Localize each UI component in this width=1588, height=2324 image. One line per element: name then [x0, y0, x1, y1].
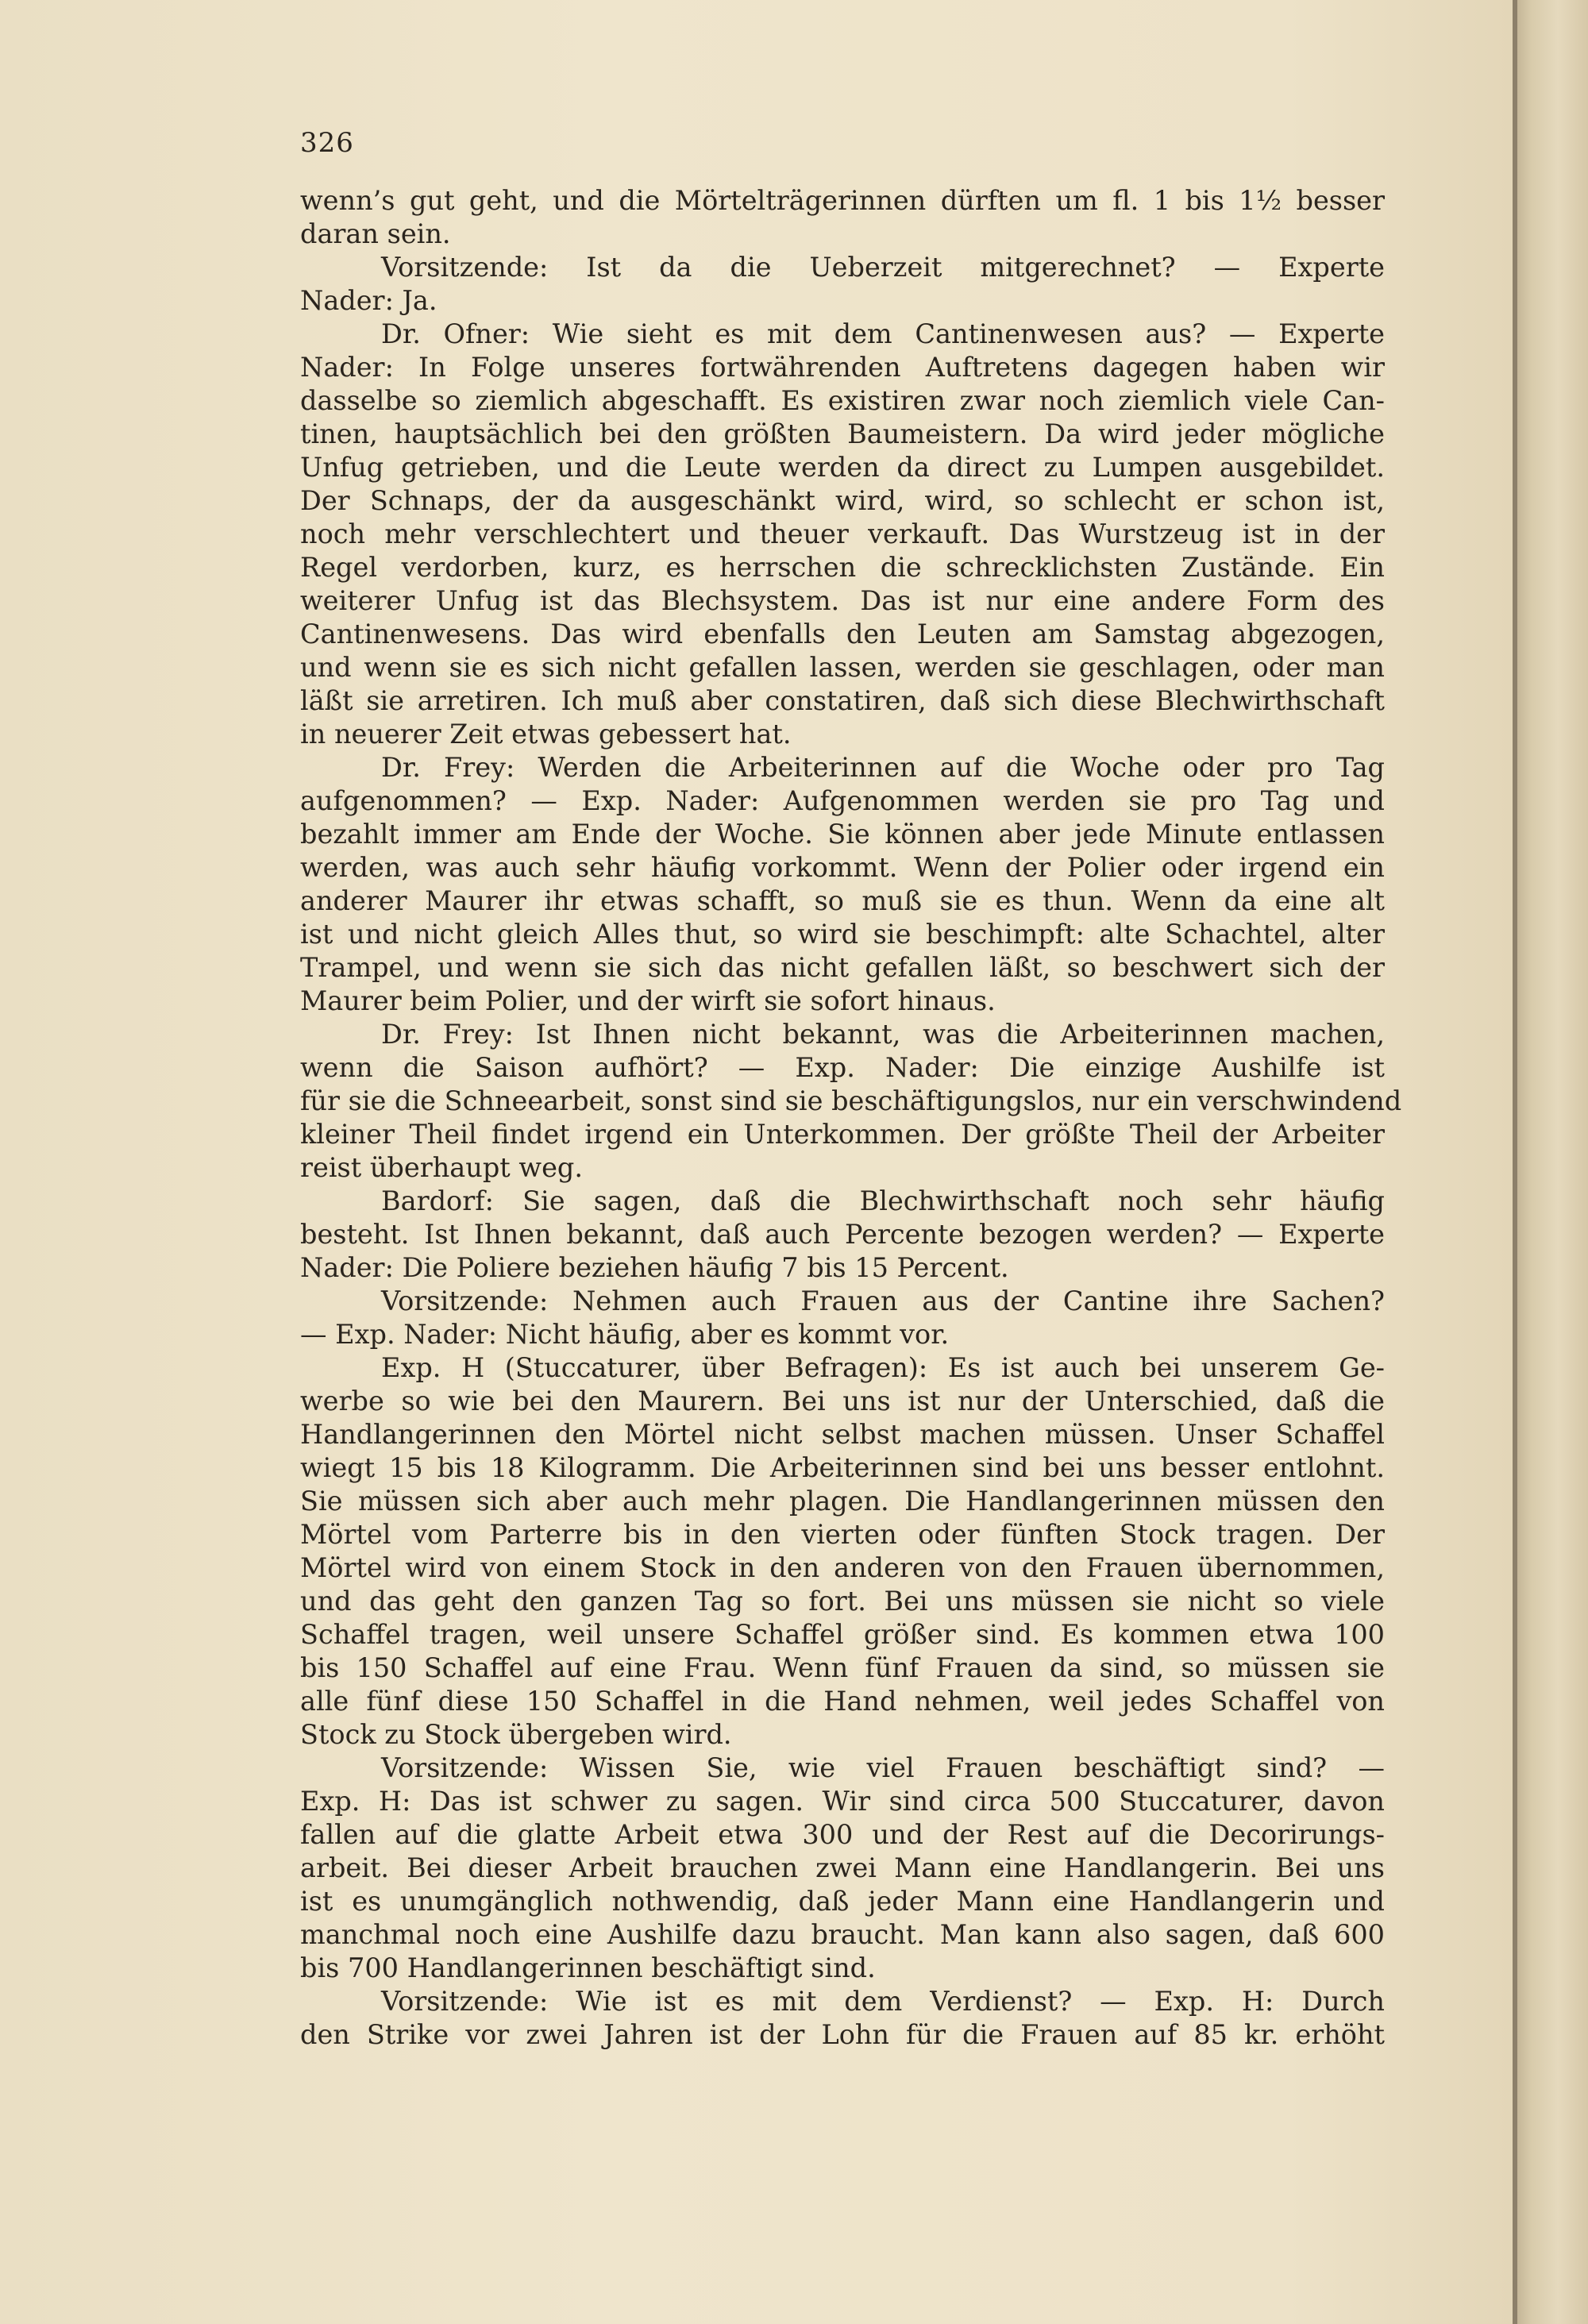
text-line: bis 150 Schaffel auf eine Frau. Wenn fünf Frauen da sind, so müssen sie — [300, 1652, 1385, 1683]
text-line: tinen, hauptsächlich bei den größten Baumeistern. Da wird jeder mögliche — [300, 418, 1385, 449]
text-line: Exp. H: Das ist schwer zu sagen. Wir sind circa 500 Stuccaturer, davon — [300, 1786, 1385, 1817]
text-line: Sie müssen sich aber auch mehr plagen. Die Handlangerinnen müssen den — [300, 1486, 1385, 1517]
text-line: reist überhaupt weg. — [300, 1152, 583, 1183]
text-line: werden, was auch sehr häufig vorkommt. Wenn der Polier oder irgend ein — [300, 852, 1385, 883]
text-line: alle fünf diese 150 Schaffel in die Hand nehmen, weil jedes Schaffel von — [300, 1686, 1385, 1717]
text-line: Schaffel tragen, weil unsere Schaffel größer sind. Es kommen etwa 100 — [300, 1619, 1385, 1650]
text-line: Dr. Ofner: Wie sieht es mit dem Cantinenwesen aus? — Experte — [381, 318, 1385, 349]
text-line: Mörtel wird von einem Stock in den anderen von den Frauen übernommen, — [300, 1552, 1385, 1583]
text-line: — Exp. Nader: Nicht häufig, aber es kommt vor. — [300, 1319, 950, 1350]
transcript-text — [300, 184, 1402, 2052]
text-line: Mörtel vom Parterre bis in den vierten oder fünften Stock tragen. Der — [300, 1519, 1385, 1550]
text-line: werbe so wie bei den Maurern. Bei uns ist nur der Unterschied, daß die — [300, 1386, 1385, 1416]
text-line: für sie die Schneearbeit, sonst sind sie beschäftigungslos, nur ein verschwindend — [300, 1085, 1402, 1116]
text-line: und das geht den ganzen Tag so fort. Bei uns müssen sie nicht so viele — [300, 1586, 1385, 1617]
text-line: manchmal noch eine Aushilfe dazu braucht. Man kann also sagen, daß 600 — [300, 1919, 1385, 1950]
text-line: Cantinenwesens. Das wird ebenfalls den Leuten am Samstag abgezogen, — [300, 619, 1385, 649]
text-line: anderer Maurer ihr etwas schafft, so muß sie es thun. Wenn da eine alt — [300, 885, 1385, 916]
text-line: arbeit. Bei dieser Arbeit brauchen zwei Mann eine Handlangerin. Bei uns — [300, 1852, 1385, 1883]
text-line: Der Schnaps, der da ausgeschänkt wird, wird, so schlecht er schon ist, — [300, 485, 1385, 516]
text-line: fallen auf die glatte Arbeit etwa 300 und der Rest auf die Decorirungs- — [300, 1819, 1385, 1850]
text-line: besteht. Ist Ihnen bekannt, daß auch Percente bezogen werden? — Experte — [300, 1219, 1385, 1250]
page-edge — [1513, 0, 1588, 2324]
text-line: weiterer Unfug ist das Blechsystem. Das ist nur eine andere Form des — [300, 585, 1385, 616]
text-line: Maurer beim Polier, und der wirft sie sofort hinaus. — [300, 985, 996, 1016]
page-number: 326 — [300, 127, 354, 159]
text-line: Trampel, und wenn sie sich das nicht gefallen läßt, so beschwert sich der — [300, 952, 1385, 983]
text-line: dasselbe so ziemlich abgeschafft. Es existiren zwar noch ziemlich viele Can- — [300, 385, 1385, 416]
text-line: in neuerer Zeit etwas gebessert hat. — [300, 719, 792, 750]
text-line: ist und nicht gleich Alles thut, so wird sie beschimpft: alte Schachtel, alter — [300, 919, 1385, 950]
text-line: Vorsitzende: Wissen Sie, wie viel Frauen beschäftigt sind? — — [381, 1752, 1385, 1783]
text-line: bezahlt immer am Ende der Woche. Sie können aber jede Minute entlassen — [300, 819, 1385, 850]
text-line: Regel verdorben, kurz, es herrschen die schrecklichsten Zustände. Ein — [300, 552, 1385, 583]
text-line: daran sein. — [300, 218, 451, 249]
text-line: Vorsitzende: Wie ist es mit dem Verdienst? — Exp. H: Durch — [381, 1986, 1385, 2017]
text-line: läßt sie arretiren. Ich muß aber constatiren, daß sich diese Blechwirthschaft — [300, 685, 1385, 716]
text-line: Bardorf: Sie sagen, daß die Blechwirthschaft noch sehr häufig — [381, 1185, 1385, 1216]
text-line: wiegt 15 bis 18 Kilogramm. Die Arbeiterinnen sind bei uns besser entlohnt. — [300, 1452, 1385, 1483]
text-line: wenn die Saison aufhört? — Exp. Nader: Die einzige Aushilfe ist — [300, 1052, 1385, 1083]
text-line: Exp. H (Stuccaturer, über Befragen): Es ist auch bei unserem Ge- — [381, 1352, 1385, 1383]
text-line: Dr. Frey: Werden die Arbeiterinnen auf die Woche oder pro Tag — [381, 752, 1385, 783]
text-line: Nader: Die Poliere beziehen häufig 7 bis 15 Percent. — [300, 1252, 1009, 1283]
text-line: Nader: In Folge unseres fortwährenden Auftretens dagegen haben wir — [300, 352, 1385, 383]
text-line: Nader: Ja. — [300, 285, 437, 316]
text-line: Stock zu Stock übergeben wird. — [300, 1719, 732, 1750]
text-line: aufgenommen? — Exp. Nader: Aufgenommen werden sie pro Tag und — [300, 785, 1385, 816]
text-line: Handlangerinnen den Mörtel nicht selbst machen müssen. Unser Schaffel — [300, 1419, 1385, 1450]
text-line: Dr. Frey: Ist Ihnen nicht bekannt, was die Arbeiterinnen machen, — [381, 1019, 1385, 1050]
text-line: bis 700 Handlangerinnen beschäftigt sind. — [300, 1952, 876, 1983]
text-line: ist es unumgänglich nothwendig, daß jeder Mann eine Handlangerin und — [300, 1886, 1385, 1917]
text-line: Vorsitzende: Ist da die Ueberzeit mitgerechnet? — Experte — [381, 252, 1385, 283]
text-line: den Strike vor zwei Jahren ist der Lohn für die Frauen auf 85 kr. erhöht — [300, 2019, 1385, 2050]
text-line: wenn’s gut geht, und die Mörtelträgerinnen dürften um fl. 1 bis 1½ besser — [300, 185, 1385, 216]
text-line: und wenn sie es sich nicht gefallen lassen, werden sie geschlagen, oder man — [300, 652, 1385, 683]
text-line: noch mehr verschlechtert und theuer verkauft. Das Wurstzeug ist in der — [300, 518, 1385, 549]
text-line: kleiner Theil findet irgend ein Unterkommen. Der größte Theil der Arbeiter — [300, 1119, 1385, 1150]
text-line: Unfug getrieben, und die Leute werden da direct zu Lumpen ausgebildet. — [300, 452, 1385, 483]
text-line: Vorsitzende: Nehmen auch Frauen aus der Cantine ihre Sachen? — [381, 1285, 1385, 1316]
